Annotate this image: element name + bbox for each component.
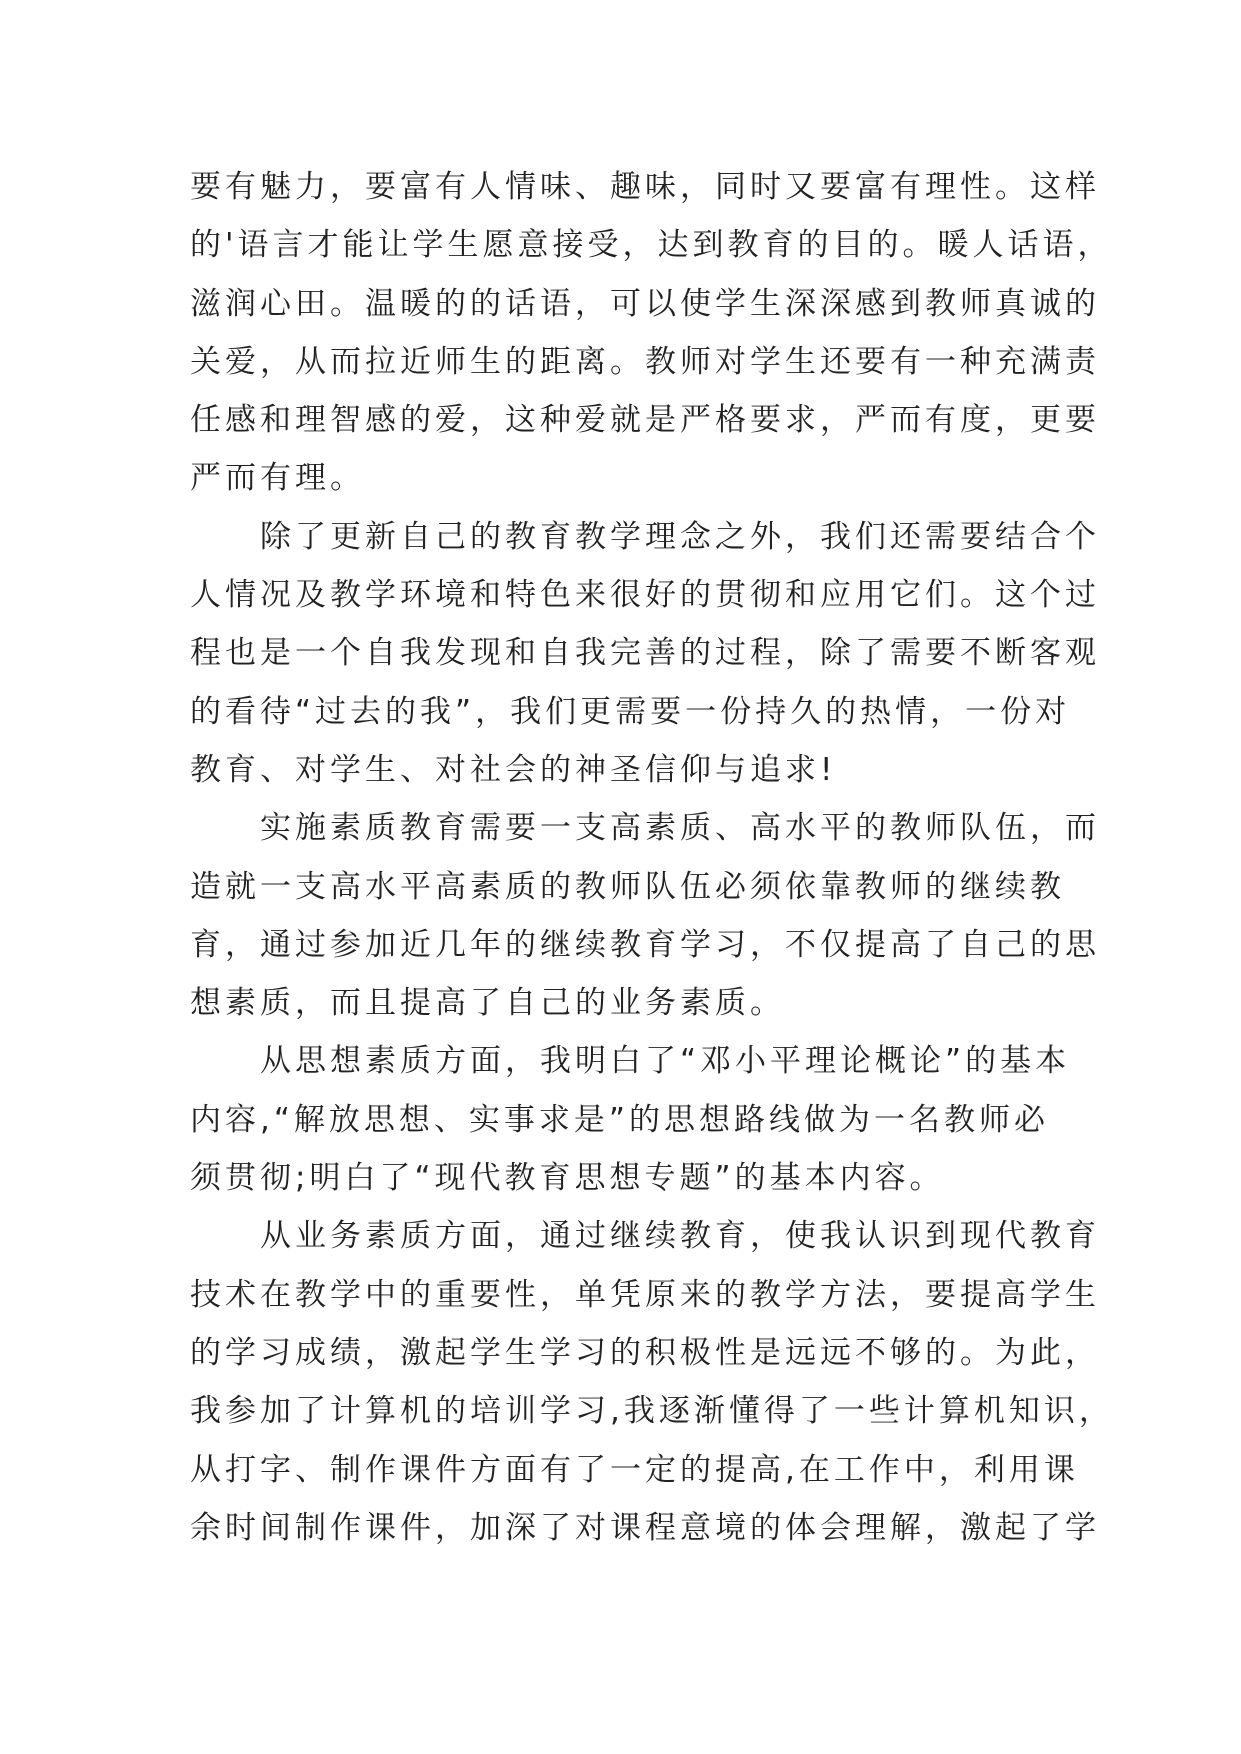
text-line: 须贯彻;明白了“现代教育思想专题”的基本内容。 bbox=[190, 1160, 945, 1197]
text-line: 内容,“解放思想、实事求是”的思想路线做为一名教师必 bbox=[190, 1101, 1049, 1138]
paragraph-2 bbox=[190, 508, 1100, 799]
paragraph-4 bbox=[190, 1032, 1070, 1207]
text-line: 要有魅力，要富有人情味、趣味，同时又要富有理性。这样 bbox=[190, 169, 1100, 205]
paragraph-5 bbox=[190, 1207, 1114, 1557]
text-line: 想素质，而且提高了自己的业务素质。 bbox=[190, 985, 785, 1022]
text-line: 关爱，从而拉近师生的距离。教师对学生还要有一种充满责 bbox=[190, 343, 1100, 380]
text-line: 我参加了计算机的培训学习,我逐渐懂得了一些计算机知识， bbox=[190, 1393, 1114, 1430]
text-line: 滋润心田。温暖的的话语，可以使学生深深感到教师真诚的 bbox=[190, 285, 1100, 322]
text-line: 从打字、制作课件方面有了一定的提高,在工作中，利用课 bbox=[190, 1451, 1079, 1488]
text-line: 的学习成绩，激起学生学习的积极性是远远不够的。为此， bbox=[190, 1334, 1100, 1371]
text-line: 从思想素质方面，我明白了“邓小平理论概论”的基本 bbox=[260, 1043, 1071, 1080]
text-line: 的看待“过去的我”，我们更需要一份持久的热情，一份对 bbox=[190, 693, 1071, 730]
paragraph-1 bbox=[190, 158, 1113, 508]
text-line: 人情况及教学环境和特色来很好的贯彻和应用它们。这个过 bbox=[190, 577, 1100, 614]
text-line: 教育、对学生、对社会的神圣信仰与追求! bbox=[190, 751, 837, 788]
text-line: 任感和理智感的爱，这种爱就是严格要求，严而有度，更要 bbox=[190, 402, 1100, 439]
text-line: 程也是一个自我发现和自我完善的过程，除了需要不断客观 bbox=[190, 635, 1100, 672]
text-line: 从业务素质方面，通过继续教育，使我认识到现代教育 bbox=[260, 1218, 1100, 1255]
document-body bbox=[190, 158, 1114, 1557]
text-line: 技术在教学中的重要性，单凭原来的教学方法，要提高学生 bbox=[190, 1276, 1100, 1313]
text-line: 造就一支高水平高素质的教师队伍必须依靠教师的继续教 bbox=[190, 868, 1065, 905]
text-line: 余时间制作课件，加深了对课程意境的体会理解，激起了学 bbox=[190, 1509, 1100, 1546]
text-line: 实施素质教育需要一支高素质、高水平的教师队伍，而 bbox=[260, 810, 1100, 847]
text-line: 严而有理。 bbox=[190, 460, 365, 497]
text-line: 育，通过参加近几年的继续教育学习，不仅提高了自己的思 bbox=[190, 926, 1100, 963]
text-line: 除了更新自己的教育教学理念之外，我们还需要结合个 bbox=[260, 518, 1100, 555]
text-line: 的'语言才能让学生愿意接受，达到教育的目的。暖人话语， bbox=[190, 227, 1113, 264]
paragraph-3 bbox=[190, 799, 1100, 1032]
